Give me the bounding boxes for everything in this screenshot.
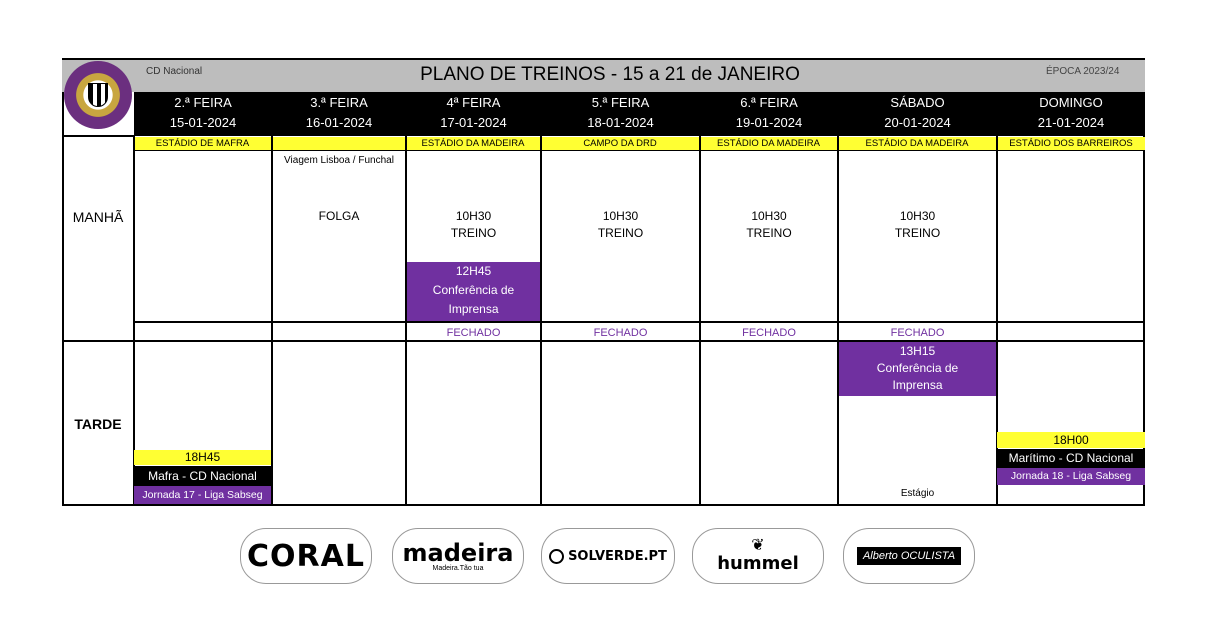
match-time-mon: 18H45 — [134, 450, 271, 465]
training-camp-note: Estágio — [900, 488, 935, 499]
venue-sun: ESTÁDIO DOS BARREIROS — [997, 137, 1145, 151]
grid-line — [62, 135, 134, 137]
closed-wed: FECHADO — [446, 327, 501, 339]
sponsor-solverde[interactable]: SOLVERDE.PT — [541, 528, 675, 584]
sponsor-hummel[interactable]: ❦ hummel — [692, 528, 824, 584]
season-label: ÉPOCA 2023/24 — [1046, 66, 1120, 77]
session-fri: 10H30 TREINO — [746, 209, 792, 240]
sponsor-coral[interactable]: CORAL — [240, 528, 372, 584]
hummel-bee-icon: ❦ — [751, 537, 765, 554]
row-label-afternoon: TARDE — [74, 416, 122, 432]
match-sun: Marítimo - CD Nacional — [997, 449, 1145, 468]
day-header-mon: 2.ª FEIRA 15-01-2024 — [169, 95, 237, 130]
venue-fri: ESTÁDIO DA MADEIRA — [700, 137, 837, 151]
league-mon: Jornada 17 - Liga Sabseg — [134, 486, 271, 504]
solverde-icon — [549, 549, 564, 564]
venue-wed: ESTÁDIO DA MADEIRA — [406, 137, 540, 151]
page-title: PLANO DE TREINOS - 15 a 21 de JANEIRO — [420, 64, 800, 85]
venue-sat: ESTÁDIO DA MADEIRA — [838, 137, 996, 151]
grid-line — [134, 321, 1145, 323]
crest-shield-icon — [88, 83, 108, 107]
press-conference-sat: 13H15 Conferência de Imprensa — [839, 342, 996, 396]
closed-thu: FECHADO — [593, 327, 648, 339]
day-header-tue: 3.ª FEIRA 16-01-2024 — [305, 95, 373, 130]
venue-mon: ESTÁDIO DE MAFRA — [134, 137, 271, 151]
match-mon: Mafra - CD Nacional — [134, 466, 271, 486]
club-name: CD Nacional — [146, 66, 203, 77]
day-header-thu: 5.ª FEIRA 18-01-2024 — [587, 95, 654, 130]
row-label-morning: MANHÃ — [72, 209, 124, 225]
closed-sat: FECHADO — [890, 327, 945, 339]
sponsor-madeira[interactable]: madeira Madeira.Tão tua — [392, 528, 524, 584]
session-wed: 10H30 TREINO — [450, 209, 497, 240]
match-time-sun: 18H00 — [997, 432, 1145, 448]
day-header-sun: DOMINGO 21-01-2024 — [1037, 95, 1105, 130]
session-thu: 10H30 TREINO — [597, 209, 644, 240]
rest-day-label: FOLGA — [318, 209, 360, 223]
closed-fri: FECHADO — [742, 327, 796, 339]
press-conference-wed: 12H45 Conferência de Imprensa — [407, 262, 540, 321]
venue-thu: CAMPO DA DRD — [541, 137, 699, 151]
sponsor-alberto-oculista[interactable]: Alberto OCULISTA — [843, 528, 975, 584]
league-sun: Jornada 18 - Liga Sabseg — [997, 468, 1145, 485]
day-header-sat: SÁBADO 20-01-2024 — [884, 95, 951, 130]
venue-tue — [272, 137, 405, 151]
day-header-wed: 4ª FEIRA 17-01-2024 — [440, 95, 507, 130]
session-sat: 10H30 TREINO — [894, 209, 941, 240]
day-header-fri: 6.ª FEIRA 19-01-2024 — [735, 95, 803, 130]
travel-note: Viagem Lisboa / Funchal — [284, 155, 394, 166]
